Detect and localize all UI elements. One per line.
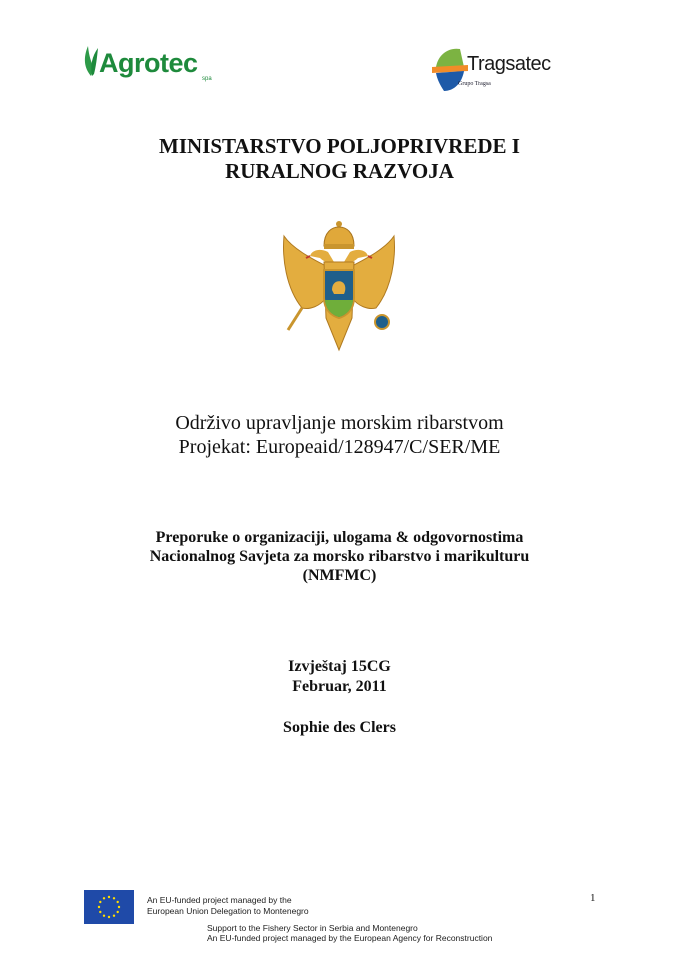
tragsatec-logo bbox=[430, 45, 550, 93]
document-heading-line3: (NMFMC) bbox=[302, 567, 377, 584]
document-heading-line1: Preporuke o organizaciji, ulogama & odgovornostima bbox=[155, 529, 524, 546]
agrotec-suffix: spa bbox=[202, 76, 212, 82]
tragsatec-subtitle: Grupo Tragsa bbox=[458, 81, 491, 87]
report-info bbox=[0, 657, 679, 697]
document-heading-line2: Nacionalnog Savjeta za morsko ribarstvo i marikulturu bbox=[149, 548, 530, 565]
footer-project-support bbox=[207, 923, 492, 943]
project-subtitle bbox=[0, 411, 679, 459]
ministry-title bbox=[0, 134, 679, 184]
agrotec-logo bbox=[82, 42, 222, 87]
footer-line1: An EU-funded project managed by the bbox=[147, 895, 292, 905]
report-number: Izvještaj 15CG bbox=[288, 658, 391, 675]
report-date: Februar, 2011 bbox=[292, 678, 387, 695]
project-reference: Projekat: Europeaid/128947/C/SER/ME bbox=[178, 436, 501, 458]
ministry-title-line1: MINISTARSTVO POLJOPRIVREDE I bbox=[159, 134, 520, 158]
ministry-title-line2: RURALNOG RAZVOJA bbox=[225, 159, 454, 183]
agrotec-wordmark: Agrotec bbox=[99, 48, 198, 78]
report-author: Sophie des Clers bbox=[283, 719, 396, 736]
project-name: Održivo upravljanje morskim ribarstvom bbox=[175, 412, 504, 434]
wheat-leaf-icon bbox=[82, 42, 100, 78]
tragsatec-wordmark: Tragsatec bbox=[467, 53, 551, 75]
montenegro-coat-of-arms-icon bbox=[280, 218, 398, 354]
footer-line4: An EU-funded project managed by the European Agency for Reconstruction bbox=[207, 933, 493, 943]
footer-eu-delegation bbox=[147, 895, 309, 917]
footer-line2: European Union Delegation to Montenegro bbox=[147, 906, 309, 916]
page-number: 1 bbox=[590, 892, 596, 904]
document-heading bbox=[0, 528, 679, 585]
eu-flag-icon bbox=[84, 890, 134, 924]
footer-line3: Support to the Fishery Sector in Serbia and Montenegro bbox=[207, 923, 418, 933]
